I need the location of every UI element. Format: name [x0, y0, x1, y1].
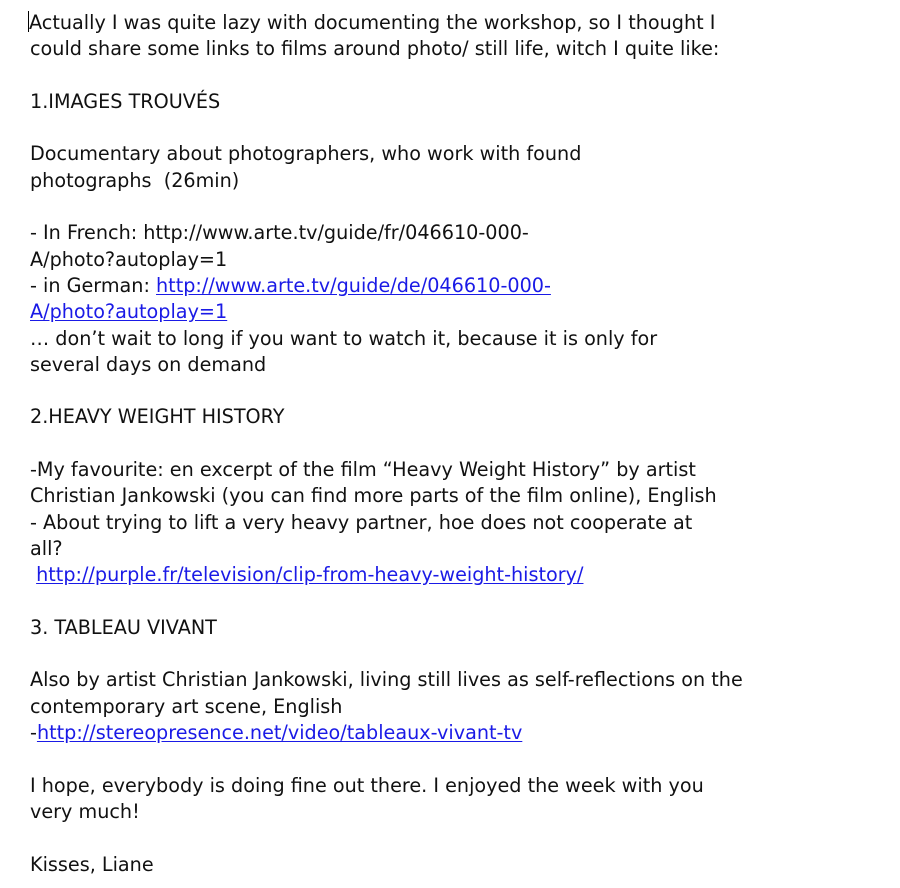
- section-2-line-1: -My favourite: en excerpt of the film “Heavy Weight History” by artist: [30, 458, 696, 482]
- section-1-description-line-1: Documentary about photographers, who work with found: [30, 142, 582, 166]
- section-2-heading: 2.HEAVY WEIGHT HISTORY: [30, 405, 285, 429]
- section-1-note-line-2: several days on demand: [30, 352, 267, 376]
- section-2-line-2: Christian Jankowski (you can find more parts of the film online), English: [30, 484, 717, 508]
- section-2-line-4: all?: [30, 536, 63, 560]
- heavy-weight-history-link[interactable]: http://purple.fr/television/clip-from-heavy-weight-history/: [36, 563, 584, 587]
- section-2-line-3: - About trying to lift a very heavy partner, hoe does not cooperate at: [30, 510, 693, 534]
- french-url-part-1: http://www.arte.tv/guide/fr/046610-000-: [143, 221, 529, 245]
- german-link-part-2[interactable]: A/photo?autoplay=1: [30, 300, 228, 324]
- section-1-heading: 1.IMAGES TROUVÉS: [30, 89, 221, 113]
- closing-line-2: very much!: [30, 799, 140, 823]
- german-link-part-1[interactable]: http://www.arte.tv/guide/de/046610-000-: [156, 273, 551, 297]
- section-3-heading: 3. TABLEAU VIVANT: [30, 615, 217, 639]
- signoff: Kisses, Liane: [30, 852, 154, 876]
- french-url-part-2: A/photo?autoplay=1: [30, 247, 228, 271]
- german-link-line-1: - in German: http://www.arte.tv/guide/de/046610-000-: [30, 273, 551, 297]
- section-3-line-1: Also by artist Christian Jankowski, living still lives as self-reflections on the: [30, 668, 743, 692]
- intro-line-1: Actually I was quite lazy with documenting the workshop, so I thought I: [29, 11, 716, 34]
- document-body[interactable]: Actually I was quite lazy with documenting the workshop, so I thought I could share some links to films around photo/ still life, witch I quite like: 1.IMAGES TROUVÉS Documentary about photographers, who work with found photographs (26min) - In French: http://www.arte.tv/guide/fr/046610-000- A/photo?autoplay=1 - in German: http://www.arte.tv/guide/de/046610-000- A/photo?autoplay=1 … don’t wait to long if you want to watch it, because it is only for several days on demand 2.HEAVY WEIGHT HISTORY -My favourite: en excerpt of the film “Heavy Weight History” by artist Christian Jankowski (you can find more parts of the film online), English - About trying to lift a very heavy partner, hoe does not cooperate at all? http://purple.fr/television/clip-from-heavy-weight-history/ 3. TABLEAU VIVANT Also by artist Christian Jankowski, living still lives as self-reflections on the contemporary art scene, English -http://stereopresence.net/video/tableaux-vivant-tv I hope, everybody is doing fine out there. I enjoyed the week with you very much! Kisses, Liane: [30, 10, 830, 878]
- section-1-note-line-1: … don’t wait to long if you want to watch it, because it is only for: [30, 326, 658, 350]
- closing-line-1: I hope, everybody is doing fine out there. I enjoyed the week with you: [30, 773, 704, 797]
- french-link-line-1: - In French: http://www.arte.tv/guide/fr/046610-000-: [30, 221, 529, 245]
- section-3-line-2: contemporary art scene, English: [30, 694, 343, 718]
- section-1-description-line-2: photographs (26min): [30, 168, 240, 192]
- intro-line-2: could share some links to films around photo/ still life, witch I quite like:: [30, 37, 720, 61]
- tableaux-vivant-link[interactable]: http://stereopresence.net/video/tableaux-vivant-tv: [36, 721, 523, 745]
